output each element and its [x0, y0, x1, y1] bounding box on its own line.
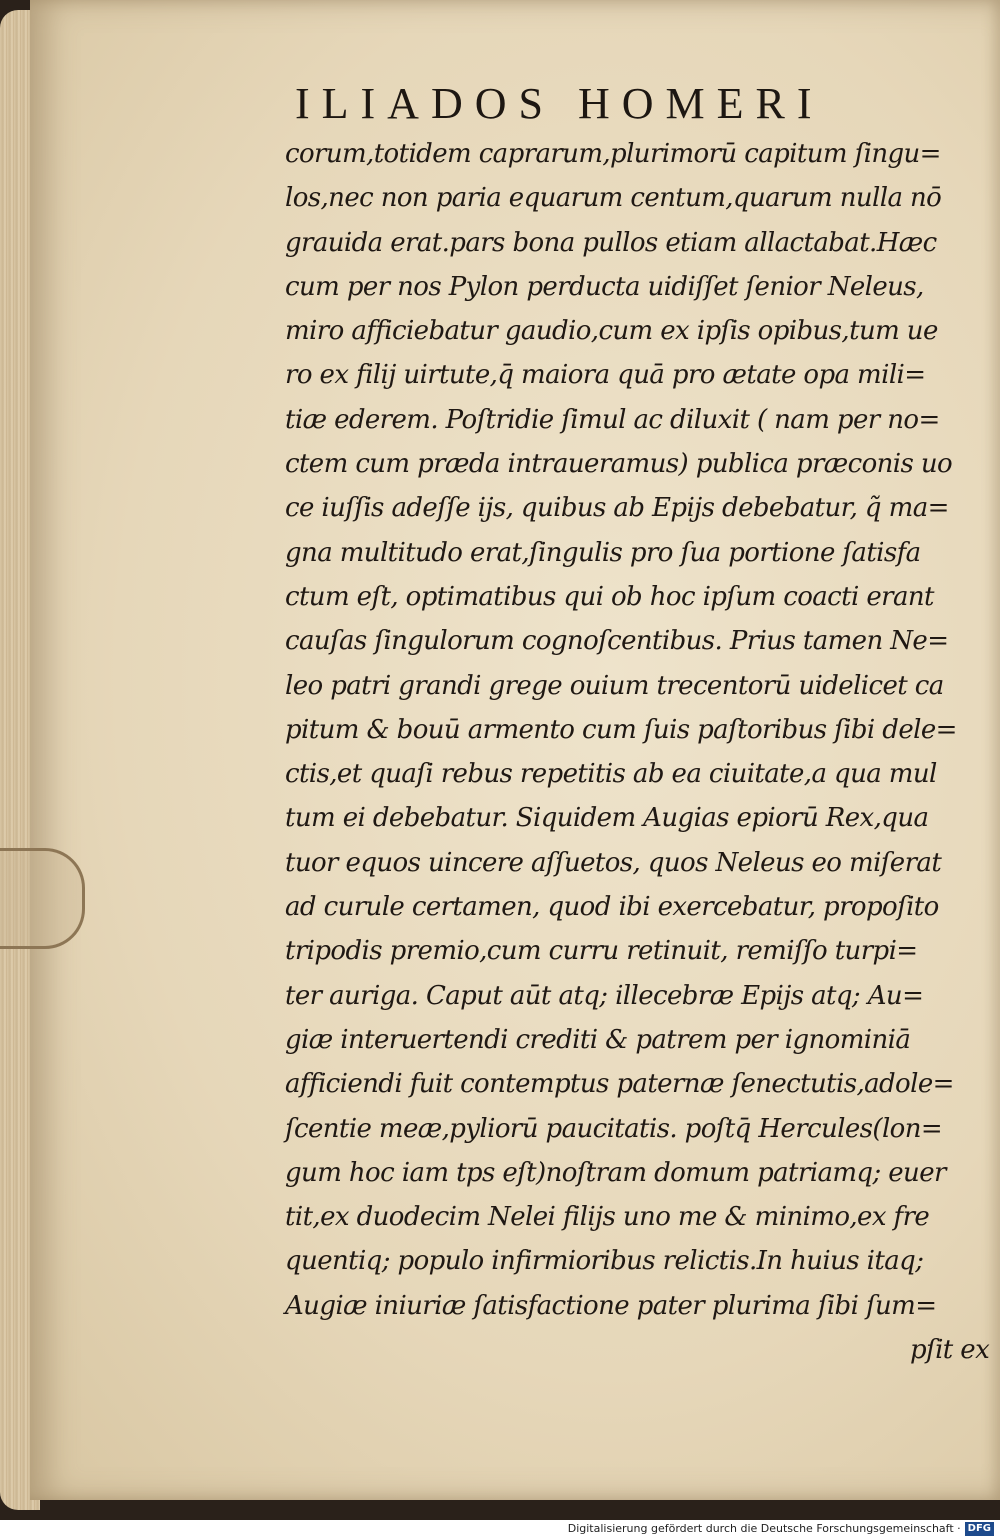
running-header: ILIADOS HOMERI	[295, 79, 824, 128]
text-line: cum per nos Pylon perducta uidiſſet ſenior Neleus,	[285, 271, 924, 302]
text-line: ctem cum præda intraueramus) publica præconis uo	[285, 449, 953, 480]
text-line: corum,totidem caprarum,plurimorū capitum ſingu=	[285, 139, 941, 169]
footer-credit: Digitalisierung gefördert durch die Deutsche Forschungsgemeinschaft ·	[567, 1522, 961, 1535]
text-line: ad curule certamen, quod ibi exercebatur, propoſito	[285, 892, 939, 923]
text-line: miro afficiebatur gaudio,cum ex ipſis opibus,tum ue	[285, 316, 938, 347]
text-line: ſcentie meæ,pyliorū paucitatis. poſtq̄ Hercules(lon=	[285, 1113, 943, 1144]
text-line: gna multitudo erat,ſingulis pro ſua portione ſatisfa	[285, 537, 921, 568]
text-line: ro ex filij uirtute,q̄ maiora quā pro ætate opa mili=	[285, 360, 926, 391]
text-line: tripodis premio,cum curru retinuit, remiſſo turpi=	[285, 936, 918, 967]
book-page	[30, 0, 1000, 1500]
text-line: cauſas ſingulorum cognoſcentibus. Prius tamen Ne=	[285, 626, 949, 657]
digitization-footer	[0, 1520, 1000, 1538]
text-line: grauida erat.pars bona pullos etiam allactabat.Hæc	[285, 227, 937, 258]
text-line: afficiendi fuit contemptus paternæ ſenectutis,adole=	[285, 1069, 954, 1100]
text-line: pſit ex	[910, 1335, 990, 1366]
text-line: giæ interuertendi crediti & patrem per ignominiā	[285, 1024, 911, 1055]
text-line: tiæ ederem. Poſtridie ſimul ac diluxit ( nam per no=	[285, 404, 940, 435]
text-line: tit,ex duodecim Nelei filijs uno me & minimo,ex fre	[285, 1202, 930, 1233]
text-line: tuor equos uincere aſſuetos, quos Neleus eo miſerat	[285, 847, 942, 878]
text-line: leo patri grandi grege ouium trecentorū uidelicet ca	[285, 670, 944, 701]
text-line: quentiq; populo infirmioribus relictis.In huius itaq;	[285, 1246, 924, 1277]
dfg-logo-icon: DFG	[965, 1522, 994, 1536]
text-line: pitum & bouū armento cum ſuis paſtoribus ſibi dele=	[285, 714, 957, 745]
text-line: ce iuſſis adeſſe ijs, quibus ab Epijs debebatur, q̃ ma=	[285, 493, 949, 524]
text-line: ter auriga. Caput aūt atq; illecebræ Epijs atq; Au=	[285, 980, 924, 1011]
text-line: gum hoc iam tps eſt)noſtram domum patriamq; euer	[285, 1157, 946, 1188]
book-clasp	[0, 848, 85, 949]
text-line: los,nec non paria equarum centum,quarum nulla nō	[285, 183, 942, 214]
body-text	[285, 132, 1000, 1372]
text-line: ctis,et quaſi rebus repetitis ab ea ciuitate,a qua mul	[285, 759, 937, 790]
text-line: ctum eſt, optimatibus qui ob hoc ipſum coacti erant	[285, 581, 934, 612]
text-line: Augiæ iniuriæ ſatisfactione pater plurima ſibi ſum=	[285, 1290, 937, 1321]
text-line: tum ei debebatur. Siquidem Augias epiorū Rex,qua	[285, 803, 929, 834]
